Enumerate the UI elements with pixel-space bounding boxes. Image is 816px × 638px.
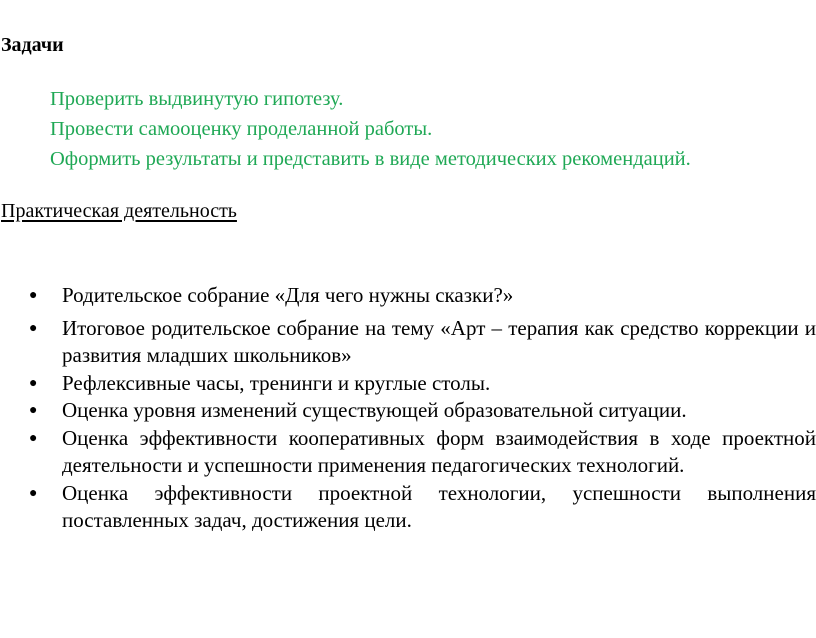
- activity-item: [27, 370, 816, 398]
- activity-text: Оценка эффективности кооперативных форм взаимодействия в ходе проектной деятельности и успешности применения педагогических технологий.: [62, 425, 816, 477]
- activity-item: [27, 282, 816, 310]
- activity-text: Оценка уровня изменений существующей образовательной ситуации.: [62, 398, 687, 422]
- activity-item: [27, 397, 816, 425]
- bullet-dot-icon: ●: [29, 320, 38, 336]
- tasks-list: [50, 84, 691, 174]
- bullet-dot-icon: ●: [29, 485, 38, 501]
- bullet-dot-icon: ●: [29, 430, 38, 446]
- activity-text: Оценка эффективности проектной технологии, успешности выполнения поставленных задач, достижения цели.: [62, 480, 816, 532]
- task-item: Провести самооценку проделанной работы.: [50, 118, 433, 140]
- practical-activity-title: Практическая деятельность: [1, 200, 237, 222]
- activity-text: Итоговое родительское собрание на тему «Арт – терапия как средство коррекции и развития младших школьников»: [62, 315, 816, 367]
- activity-item: [27, 315, 816, 370]
- tasks-heading: Задачи: [1, 34, 64, 56]
- activity-text: Родительское собрание «Для чего нужны сказки?»: [62, 283, 514, 307]
- activity-item: [27, 480, 816, 535]
- task-item: Оформить результаты и представить в виде методических рекомендаций.: [50, 148, 691, 170]
- bullet-dot-icon: ●: [29, 288, 38, 303]
- activities-list: [27, 282, 816, 535]
- task-item: Проверить выдвинутую гипотезу.: [50, 88, 344, 110]
- bullet-dot-icon: ●: [29, 403, 38, 418]
- bullet-dot-icon: ●: [29, 375, 38, 391]
- activity-item: [27, 425, 816, 480]
- activity-text: Рефлексивные часы, тренинги и круглые столы.: [62, 370, 491, 395]
